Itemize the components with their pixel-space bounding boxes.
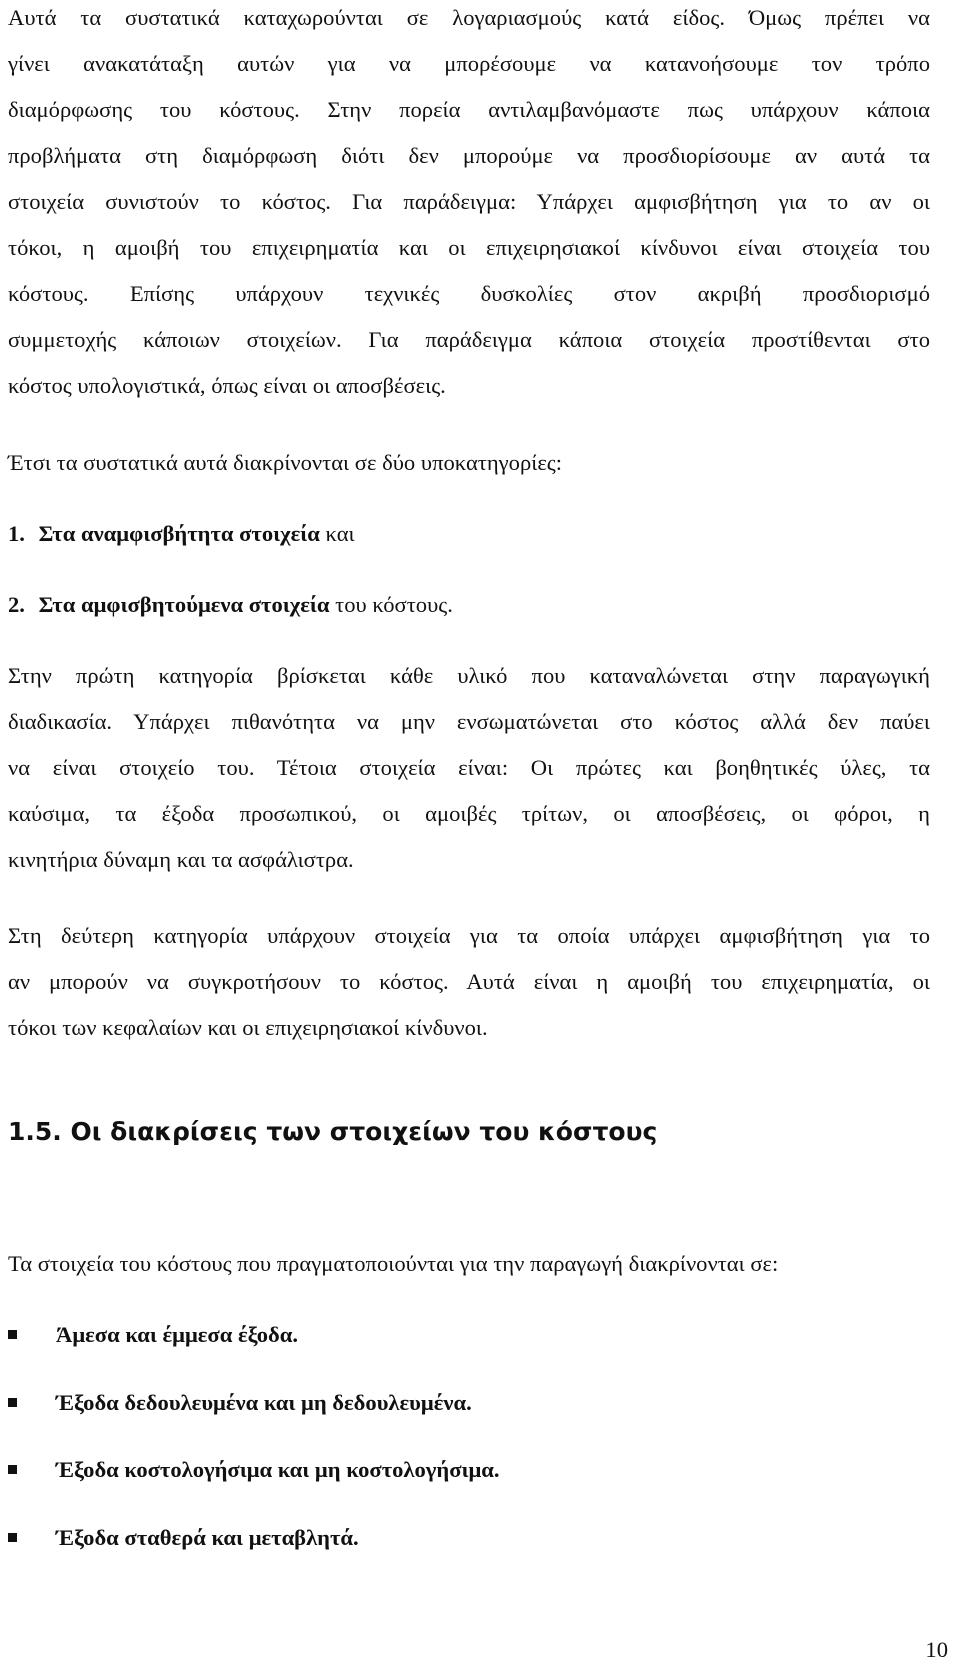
bullet-text: Έξοδα δεδουλευμένα και μη δεδουλευμένα. [56, 1390, 472, 1415]
square-bullet-icon [8, 1465, 17, 1474]
square-bullet-icon [8, 1330, 17, 1339]
text-line: κόστους. Επίσης υπάρχουν τεχνικές δυσκολίες στον ακριβή προσδιορισμό [8, 281, 930, 306]
text-line: κινητήρια δύναμη και τα ασφάλιστρα. [8, 847, 354, 872]
text-line: να είναι στοιχείο του. Τέτοια στοιχεία είναι: Οι πρώτες και βοηθητικές ύλες, τα [8, 755, 930, 780]
text-line: Τα στοιχεία του κόστους που πραγματοποιούνται για την παραγωγή διακρίνονται σε: [8, 1251, 779, 1276]
text-line: γίνει ανακατάταξη αυτών για να μπορέσουμε να κατανοήσουμε τον τρόπο [8, 51, 930, 76]
text-line: Στη δεύτερη κατηγορία υπάρχουν στοιχεία για τα οποία υπάρχει αμφισβήτηση για το [8, 923, 930, 948]
text-line: συμμετοχής κάποιων στοιχείων. Για παράδειγμα κάποια στοιχεία προστίθενται στο [8, 327, 930, 352]
paragraph-intro [8, 0, 930, 409]
text-line: καύσιμα, τα έξοδα προσωπικού, οι αμοιβές τρίτων, οι αποσβέσεις, οι φόροι, η [8, 801, 930, 826]
list-number: 2. [8, 592, 25, 617]
list-bold-text: Στα αμφισβητούμενα στοιχεία [38, 592, 330, 617]
bullet-text: Έξοδα σταθερά και μεταβλητά. [56, 1525, 359, 1550]
list-item [8, 511, 355, 557]
list-number: 1. [8, 521, 25, 546]
text-line: στοιχεία συνιστούν το κόστος. Για παράδειγμα: Υπάρχει αμφισβήτηση για το αν οι [8, 189, 930, 214]
bullet-text: Άμεσα και έμμεσα έξοδα. [56, 1322, 298, 1347]
paragraph-first-category [8, 653, 930, 883]
text-line: κόστος υπολογιστικά, όπως είναι οι αποσβέσεις. [8, 373, 446, 398]
page-number: 10 [925, 1637, 948, 1662]
text-line: Έτσι τα συστατικά αυτά διακρίνονται σε δύο υποκατηγορίες: [8, 450, 563, 475]
square-bullet-icon [8, 1398, 17, 1407]
text-line: τόκοι των κεφαλαίων και οι επιχειρησιακοί κίνδυνοι. [8, 1015, 488, 1040]
paragraph-second-category [8, 913, 930, 1051]
section-heading: 1.5. Οι διακρίσεις των στοιχείων του κόστους [8, 1117, 658, 1146]
text-line: Στην πρώτη κατηγορία βρίσκεται κάθε υλικό που καταναλώνεται στην παραγωγική [8, 663, 930, 688]
text-line: Αυτά τα συστατικά καταχωρούνται σε λογαριασμούς κατά είδος. Όμως πρέπει να [8, 5, 930, 30]
bullet-text: Έξοδα κοστολογήσιμα και μη κοστολογήσιμα. [56, 1457, 500, 1482]
text-line: προβλήματα στη διαμόρφωση διότι δεν μπορούμε να προσδιορίσουμε αν αυτά τα [8, 143, 930, 168]
list-bold-text: Στα αναμφισβήτητα στοιχεία [38, 521, 320, 546]
text-line: τόκοι, η αμοιβή του επιχειρηματία και οι επιχειρησιακοί κίνδυνοι είναι στοιχεία του [8, 235, 930, 260]
paragraph-distinctions [8, 1241, 930, 1287]
text-line: διαδικασία. Υπάρχει πιθανότητα να μην ενσωματώνεται στο κόστος αλλά δεν παύει [8, 709, 930, 734]
list-item [8, 582, 453, 628]
list-rest-text: και [319, 521, 355, 546]
text-line: αν μπορούν να συγκροτήσουν το κόστος. Αυτά είναι η αμοιβή του επιχειρηματία, οι [8, 969, 930, 994]
square-bullet-icon [8, 1533, 17, 1542]
text-line: διαμόρφωσης του κόστους. Στην πορεία αντιλαμβανόμαστε πως υπάρχουν κάποια [8, 97, 930, 122]
list-rest-text: του κόστους. [329, 592, 453, 617]
paragraph-subcategories [8, 440, 930, 486]
